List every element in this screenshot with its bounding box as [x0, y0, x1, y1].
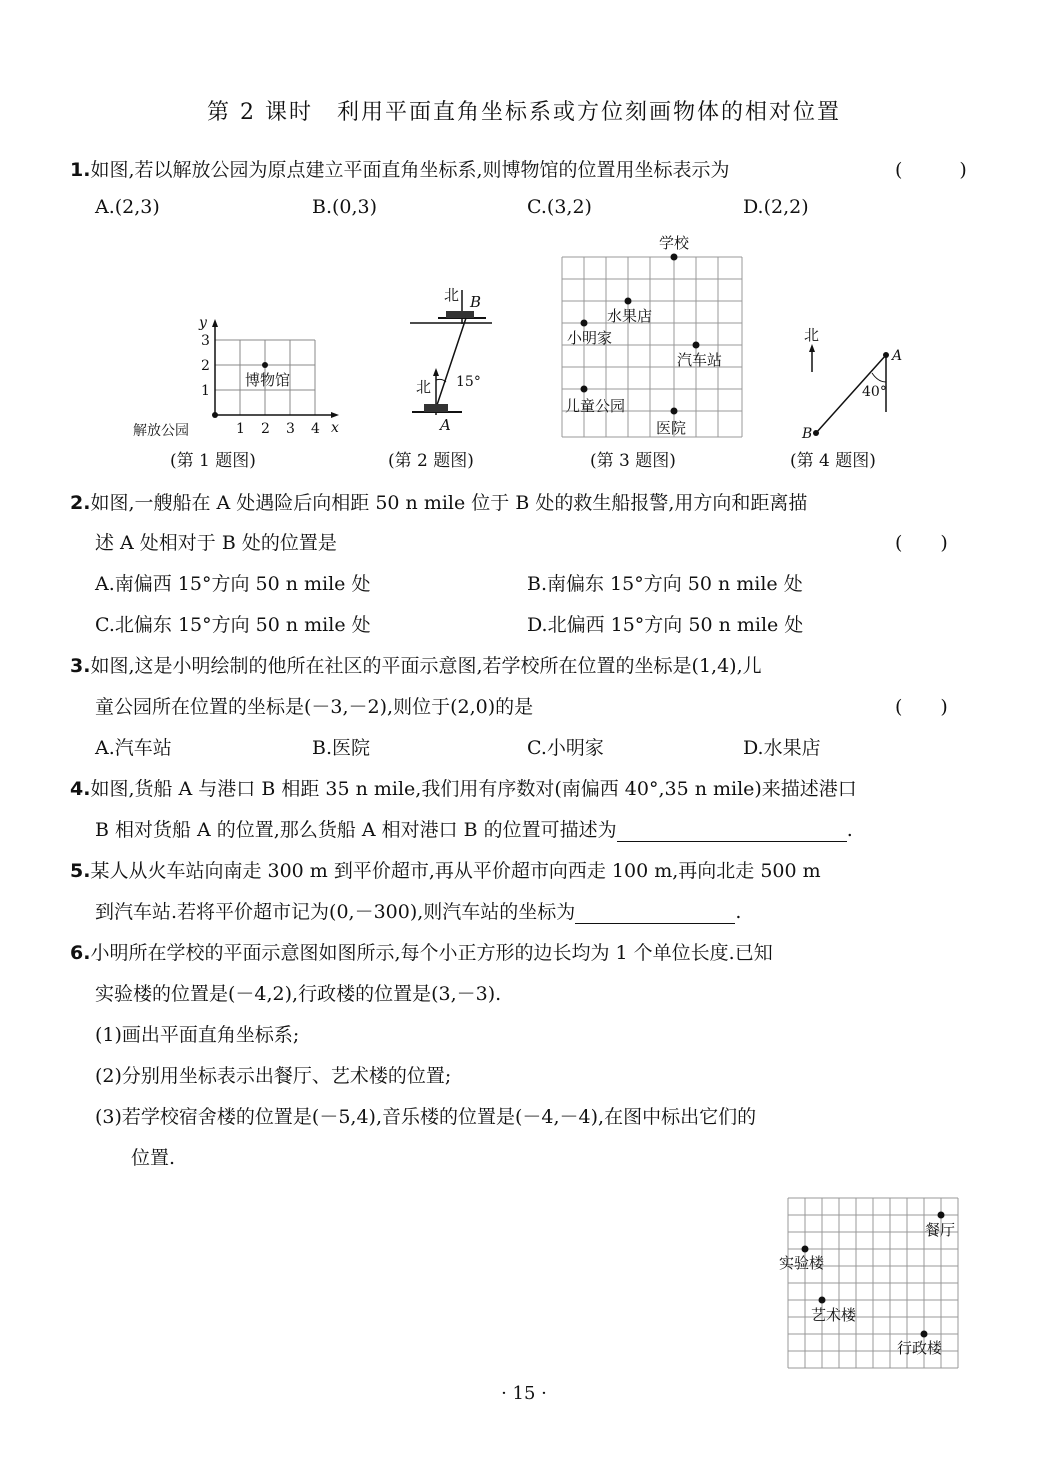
place-art-building: 艺术楼: [811, 1306, 857, 1324]
question-number: 1.: [70, 159, 91, 181]
option-d: D.水果店: [743, 737, 821, 759]
question-6-sub1: (1)画出平面直角坐标系;: [95, 1024, 300, 1046]
option-d: D.(2,2): [743, 196, 809, 218]
place-lab-building: 实验楼: [779, 1254, 825, 1272]
answer-paren: ( ): [895, 159, 967, 181]
figure-2: [400, 280, 510, 440]
figure-4: [790, 320, 920, 445]
rescue-ship-icon: [446, 311, 474, 318]
x-tick: 2: [261, 421, 270, 437]
period: .: [735, 901, 742, 923]
option-b: B.医院: [312, 737, 371, 759]
figure-3-caption: (第 3 题图): [590, 451, 676, 471]
place-childrens-park: 儿童公园: [565, 397, 626, 415]
question-number: 6.: [70, 942, 91, 964]
option-a: A.(2,3): [95, 196, 160, 218]
y-tick: 3: [201, 333, 210, 349]
figure-1-caption: (第 1 题图): [170, 451, 256, 471]
question-6-line2: 实验楼的位置是(－4,2),行政楼的位置是(3,－3).: [95, 983, 502, 1005]
question-2: [70, 488, 807, 515]
question-number: 2.: [70, 492, 91, 514]
y-tick: 1: [201, 383, 210, 399]
figure-3: [555, 230, 755, 445]
x-tick: 3: [286, 421, 295, 437]
answer-blank[interactable]: [575, 903, 735, 924]
north-arrow-icon: [809, 344, 815, 352]
figure-4-caption: (第 4 题图): [790, 451, 876, 471]
period: .: [846, 819, 853, 841]
question-4: [70, 774, 857, 801]
question-6-sub3: (3)若学校宿舍楼的位置是(－5,4),音乐楼的位置是(－4,－4),在图中标出它们的: [95, 1106, 757, 1128]
place-admin-building: 行政楼: [897, 1339, 943, 1357]
page-number: · 15 ·: [501, 1383, 547, 1404]
north-label: 北: [804, 326, 820, 344]
page-title: 第 2 课时 利用平面直角坐标系或方位刻画物体的相对位置: [207, 100, 841, 125]
figure-1: [125, 305, 355, 445]
point-a-label: A: [892, 348, 903, 364]
option-d: D.北偏西 15°方向 50 n mile 处: [527, 614, 804, 636]
question-6-sub3-cont: 位置.: [131, 1147, 176, 1169]
point-a-label: A: [440, 416, 451, 434]
x-axis-label: x: [331, 420, 339, 436]
x-tick: 4: [311, 421, 320, 437]
ship-icon: [424, 404, 448, 412]
figure-6: [775, 1190, 975, 1380]
north-label-top: 北: [444, 286, 460, 304]
y-axis-label: y: [199, 315, 207, 331]
question-text: 某人从火车站向南走 300 m 到平价超市,再从平价超市向西走 100 m,再向北走 500 m: [90, 860, 821, 882]
angle-label: 15°: [456, 374, 481, 390]
place-hospital: 医院: [656, 419, 687, 437]
question-5: [70, 856, 821, 883]
question-text: 如图,若以解放公园为原点建立平面直角坐标系,则博物馆的位置用坐标表示为: [90, 159, 730, 181]
option-c: C.北偏东 15°方向 50 n mile 处: [95, 614, 371, 636]
question-1: [70, 155, 730, 182]
y-tick: 2: [201, 358, 210, 374]
option-a: A.汽车站: [95, 737, 172, 759]
place-school: 学校: [659, 234, 690, 252]
answer-blank[interactable]: [617, 821, 847, 842]
answer-paren: ( ): [895, 532, 948, 554]
question-text: 小明所在学校的平面示意图如图所示,每个小正方形的边长均为 1 个单位长度.已知: [90, 942, 773, 964]
option-b: B.南偏东 15°方向 50 n mile 处: [527, 573, 803, 595]
point-b-label: B: [802, 426, 813, 442]
answer-paren: ( ): [895, 696, 948, 718]
figure-2-caption: (第 2 题图): [388, 451, 474, 471]
question-text: 如图,这是小明绘制的他所在社区的平面示意图,若学校所在位置的坐标是(1,4),儿: [90, 655, 762, 677]
question-3-line2: 童公园所在位置的坐标是(－3,－2),则位于(2,0)的是: [95, 696, 534, 718]
option-b: B.(0,3): [312, 196, 378, 218]
origin-label: 解放公园: [133, 423, 189, 439]
origin-dot: [212, 412, 218, 418]
question-number: 4.: [70, 778, 91, 800]
question-3: [70, 651, 762, 678]
place-bus-station: 汽车站: [677, 351, 723, 369]
museum-dot: [262, 362, 268, 368]
question-text: 到汽车站.若将平价超市记为(0,－300),则汽车站的坐标为: [95, 901, 576, 923]
question-text: 如图,一艘船在 A 处遇险后向相距 50 n mile 位于 B 处的救生船报警,用方向和距离描: [90, 492, 808, 514]
question-4-line2: [95, 815, 853, 842]
place-canteen: 餐厅: [925, 1221, 956, 1239]
question-2-line2: 述 A 处相对于 B 处的位置是: [95, 532, 337, 554]
north-label-mid: 北: [416, 378, 432, 396]
angle-label: 40°: [862, 384, 887, 400]
option-a: A.南偏西 15°方向 50 n mile 处: [95, 573, 371, 595]
option-c: C.小明家: [527, 737, 604, 759]
bearing-line: [436, 318, 466, 408]
place-fruit-shop: 水果店: [607, 307, 653, 325]
question-text: 如图,货船 A 与港口 B 相距 35 n mile,我们用有序数对(南偏西 40°,35 n mile)来描述港口: [90, 778, 857, 800]
question-number: 3.: [70, 655, 91, 677]
question-number: 5.: [70, 860, 91, 882]
point-b-label: B: [470, 293, 482, 311]
question-6: [70, 938, 773, 965]
question-5-line2: [95, 897, 741, 924]
place-xiaoming-home: 小明家: [567, 329, 613, 347]
museum-label: 博物馆: [245, 371, 291, 389]
question-6-sub2: (2)分别用坐标表示出餐厅、艺术楼的位置;: [95, 1065, 452, 1087]
question-text: B 相对货船 A 的位置,那么货船 A 相对港口 B 的位置可描述为: [95, 819, 617, 841]
x-tick: 1: [236, 421, 245, 437]
option-c: C.(3,2): [527, 196, 592, 218]
